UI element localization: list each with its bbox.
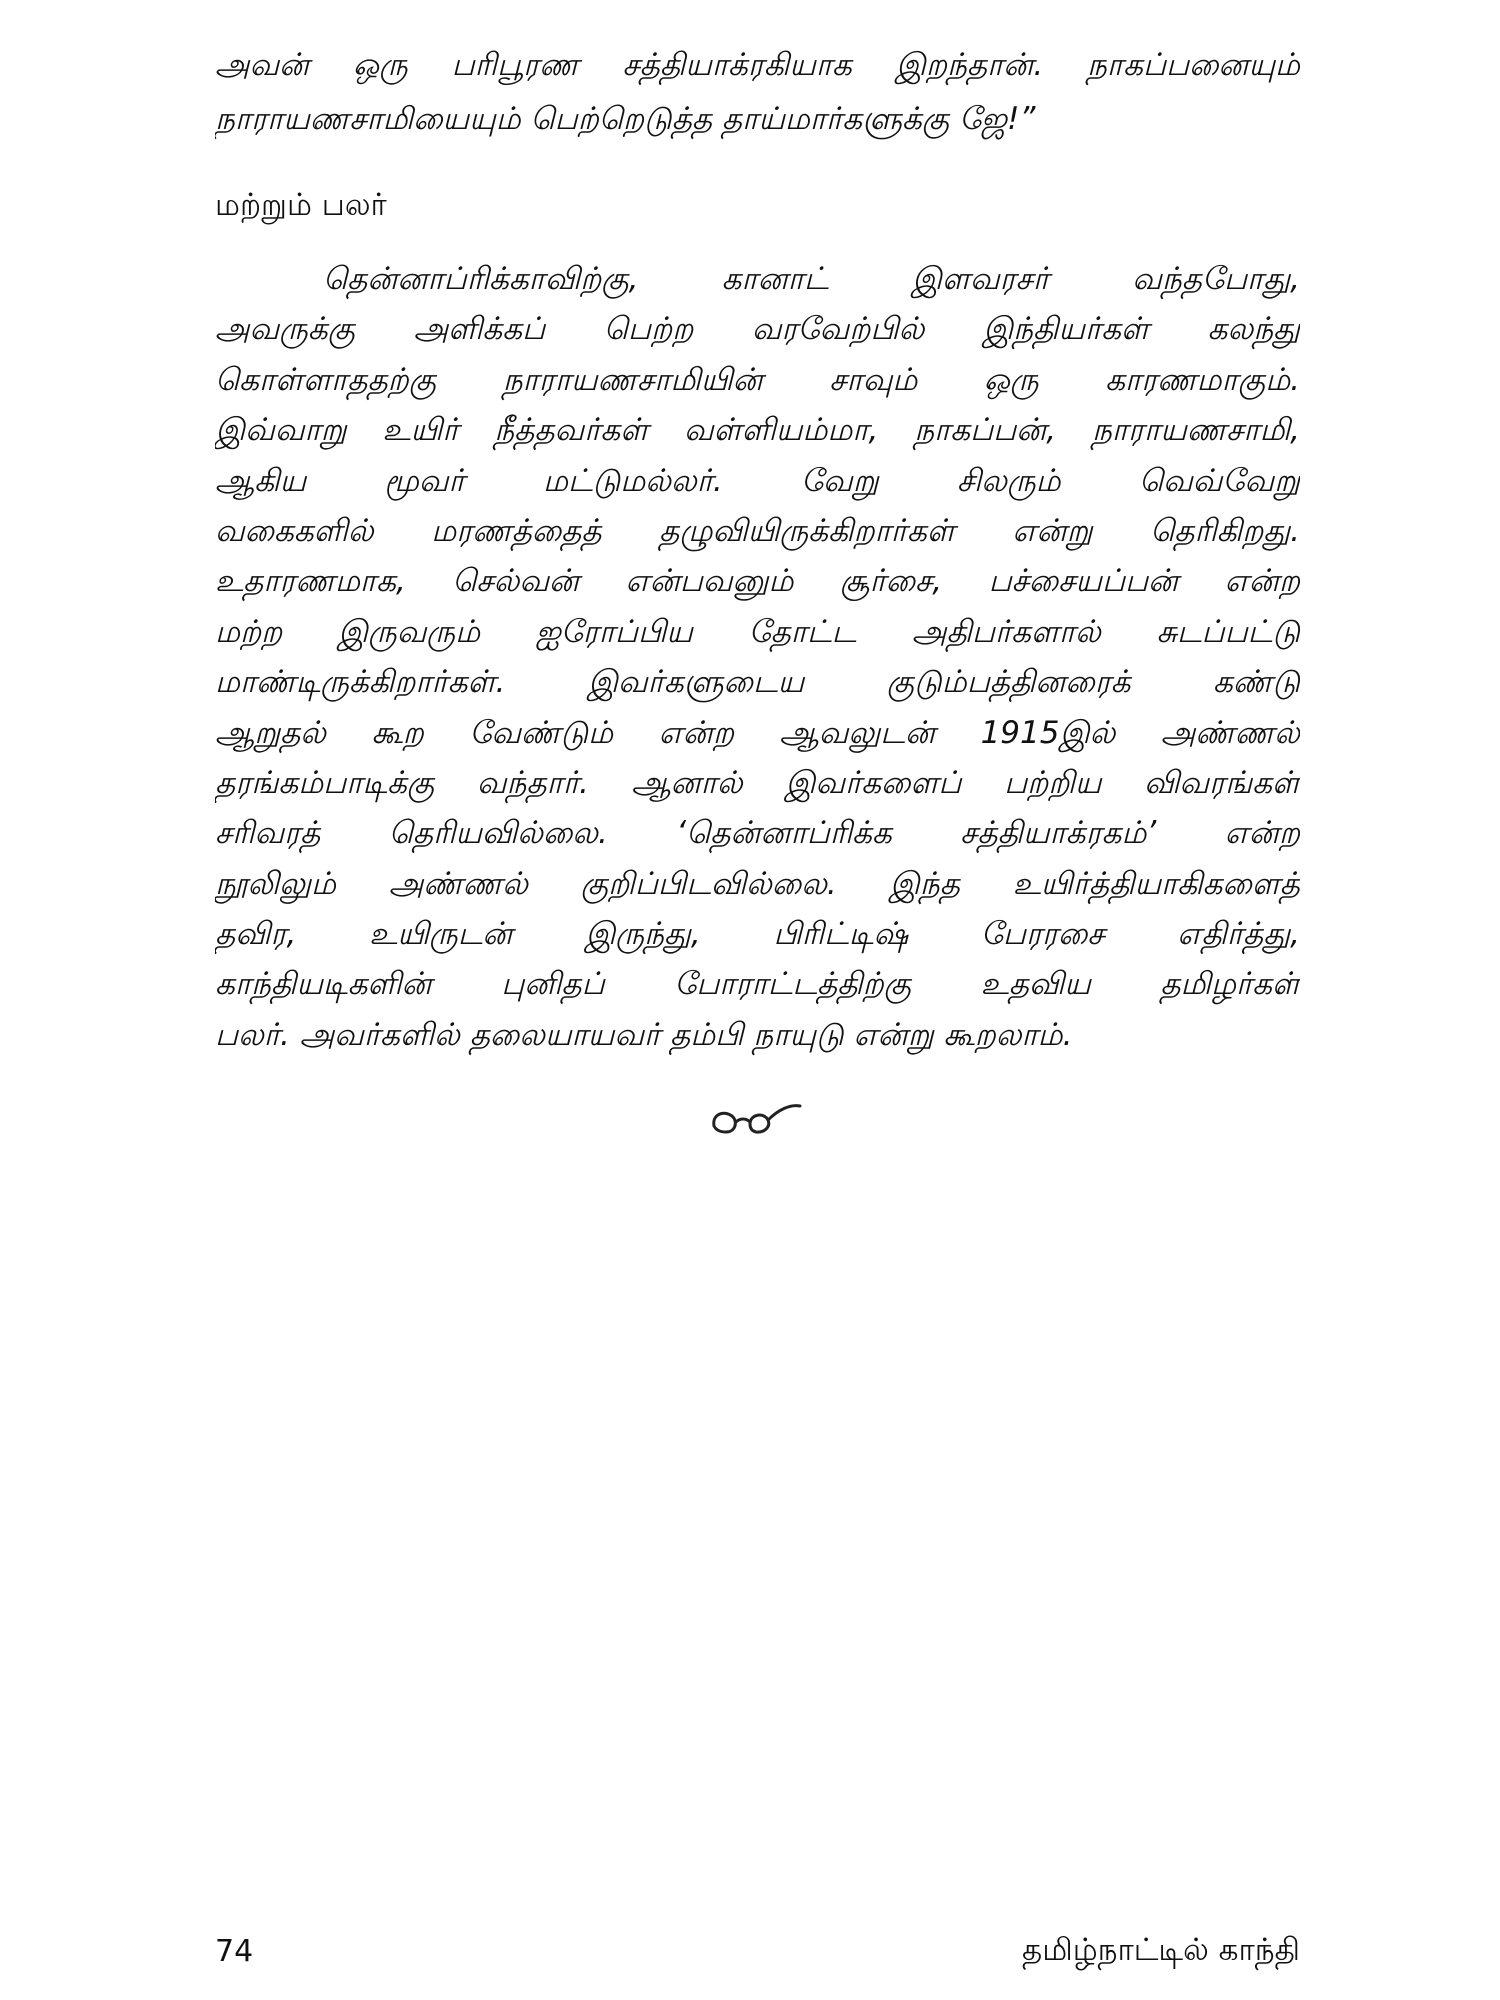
body-line: தென்னாப்ரிக்காவிற்கு, கானாட் இளவரசர் வந்தபோது, [323,261,1300,297]
body-paragraph [215,254,1300,1060]
body-line: வகைகளில் மரணத்தைத் தழுவியிருக்கிறார்கள் என்று தெரிகிறது. [215,512,1300,549]
body-line: காந்தியடிகளின் புனிதப் போராட்டத்திற்கு உதவிய தமிழர்கள் [215,966,1300,1003]
body-line: இவ்வாறு உயிர் நீத்தவர்கள் வள்ளியம்மா, நாகப்பன், நாராயணசாமி, [215,412,1300,449]
body-line: மற்ற இருவரும் ஐரோப்பிய தோட்ட அதிபர்களால் சுடப்பட்டு [215,613,1300,650]
spectacles-icon [706,1096,806,1140]
body-line: மாண்டிருக்கிறார்கள். இவர்களுடைய குடும்பத்தினரைக் கண்டு [215,664,1300,701]
running-footer-title: தமிழ்நாட்டில் காந்தி [1022,1932,1300,1968]
body-line: தரங்கம்பாடிக்கு வந்தார். ஆனால் இவர்களைப் பற்றிய விவரங்கள் [215,764,1300,801]
body-line: தவிர, உயிருடன் இருந்து, பிரிட்டிஷ் பேரரசை எதிர்த்து, [215,916,1300,953]
body-line: கொள்ளாததற்கு நாராயணசாமியின் சாவும் ஒரு காரணமாகும். [215,361,1300,398]
intro-line: நாராயணசாமியையும் பெற்றெடுத்த தாய்மார்களுக்கு ஜே!” [215,101,1036,137]
body-line: அவருக்கு அளிக்கப் பெற்ற வரவேற்பில் இந்தியர்கள் கலந்து [215,311,1300,348]
body-line: ஆகிய மூவர் மட்டுமல்லர். வேறு சிலரும் வெவ்வேறு [215,462,1300,499]
body-line: நூலிலும் அண்ணல் குறிப்பிடவில்லை. இந்த உயிர்த்தியாகிகளைத் [215,865,1300,902]
body-line: பலர். அவர்களில் தலையாயவர் தம்பி நாயுடு என்று கூறலாம். [215,1016,1073,1053]
body-line: சரிவரத் தெரியவில்லை. ‘தென்னாப்ரிக்க சத்தியாக்ரகம்’ என்ற [215,815,1300,852]
page-number: 74 [215,1934,254,1969]
section-heading: மற்றும் பலர் [215,187,387,223]
intro-paragraph [215,38,1300,146]
body-line: உதாரணமாக, செல்வன் என்பவனும் சூர்சை, பச்சையப்பன் என்ற [215,563,1300,600]
intro-line: அவன் ஒரு பரிபூரண சத்தியாக்ரகியாக இறந்தான். நாகப்பனையும் [215,47,1300,83]
body-line: ஆறுதல் கூற வேண்டும் என்ற ஆவலுடன் 1915இல் அண்ணல் [215,714,1300,751]
